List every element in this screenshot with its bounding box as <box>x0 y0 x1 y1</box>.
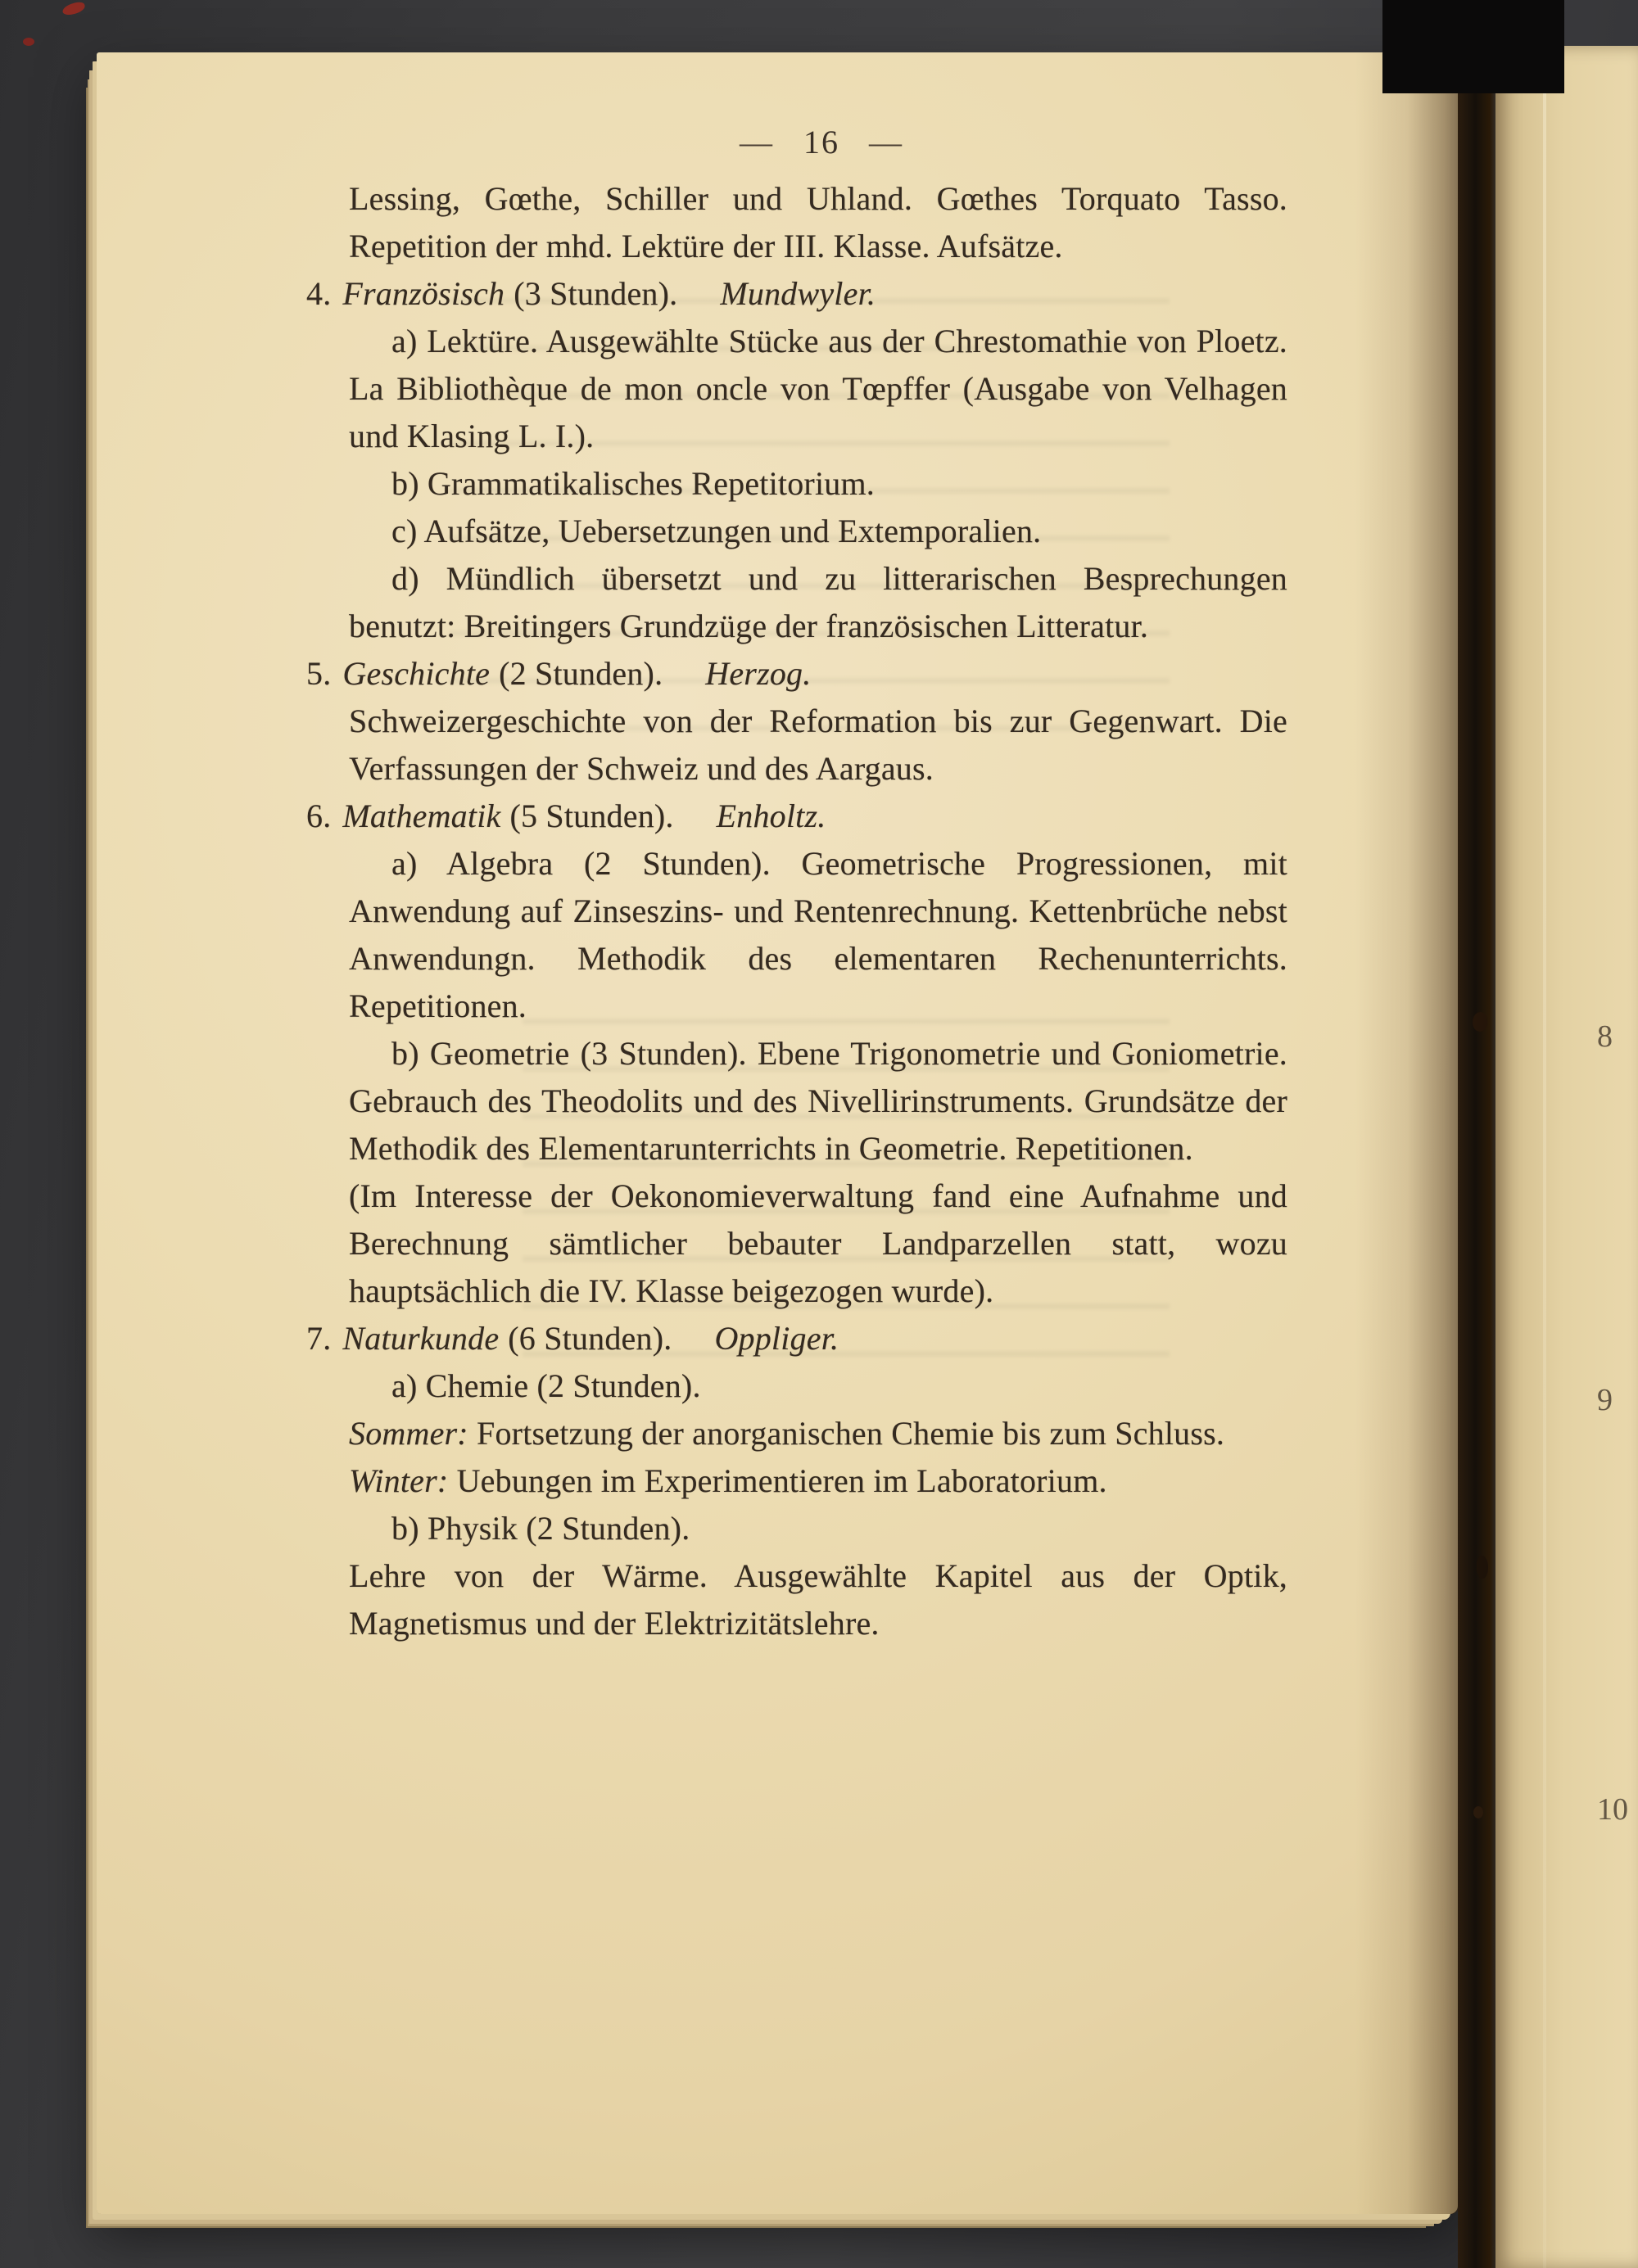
section-title: Geschichte <box>342 655 491 692</box>
paragraph: Schweizergeschichte von der Reformation bis zur Gegenwart. Die Verfassungen der Schweiz und des Aargaus. <box>349 703 1287 787</box>
section-teacher: Enholtz. <box>716 797 826 834</box>
section-number: 5. <box>306 655 332 692</box>
book-page <box>97 52 1458 2214</box>
facing-page-section-number: 8 <box>1597 1019 1613 1054</box>
section-title: Naturkunde <box>342 1320 500 1357</box>
facing-page-section-number: 10 <box>1597 1792 1628 1827</box>
paragraph: a) Lektüre. Ausgewählte Stücke aus der Chrestomathie von Ploetz. La Bibliothèque de mon oncle von Tœpffer (Ausgabe von Velhagen und Klasing L. I.). <box>349 323 1287 454</box>
page-text-block <box>306 175 1287 1647</box>
page-number-value: 16 <box>803 124 839 160</box>
page-number-dash: — <box>740 124 774 160</box>
section-teacher: Herzog. <box>705 655 812 692</box>
section-number: 4. <box>306 275 332 312</box>
section-number: 7. <box>306 1320 332 1357</box>
red-ink-speck <box>61 1 86 16</box>
section-naturkunde <box>306 1315 1287 1647</box>
page-number-dash: — <box>869 124 903 160</box>
season-text: Fortsetzung der anorganischen Chemie bis zum Schluss. <box>477 1415 1225 1452</box>
season-label: Winter: <box>349 1462 449 1499</box>
section-teacher: Mundwyler. <box>720 275 876 312</box>
paragraph: a) Algebra (2 Stunden). Geometrische Progressionen, mit Anwendung auf Zinseszins- und Rentenrechnung. Kettenbrüche nebst Anwendungn. Methodik des elementaren Rechenunterrichts. Repetitionen. <box>349 845 1287 1024</box>
season-label: Sommer: <box>349 1415 468 1452</box>
paragraph-winter <box>349 1457 1287 1505</box>
section-title: Französisch <box>342 275 505 312</box>
paragraph: c) Aufsätze, Uebersetzungen und Extemporalien. <box>391 513 1042 549</box>
page-number <box>352 123 1291 161</box>
section-franzoesisch <box>306 270 1287 650</box>
section-number: 6. <box>306 797 332 834</box>
spine-dark-block <box>1382 0 1564 93</box>
paragraph-intro: Lessing, Gœthe, Schiller und Uhland. Gœthes Torquato Tasso. Repetition der mhd. Lektüre der III. Klasse. Aufsätze. <box>349 180 1287 264</box>
paragraph: b) Geometrie (3 Stunden). Ebene Trigonometrie und Goniometrie. Gebrauch des Theodolits und des Nivellirinstruments. Grundsätze der Methodik des Elementarunterrichts in Geometrie. Repetitionen. <box>349 1035 1287 1167</box>
red-ink-speck <box>23 38 34 46</box>
facing-page-edge <box>1495 46 1638 2268</box>
section-geschichte <box>306 650 1287 793</box>
paragraph: d) Mündlich übersetzt und zu litterarischen Besprechungen benutzt: Breitingers Grundzüge der französischen Litteratur. <box>349 560 1287 644</box>
section-heading <box>306 793 1287 840</box>
section-teacher: Oppliger. <box>714 1320 839 1357</box>
paragraph: a) Chemie (2 Stunden). <box>391 1367 701 1404</box>
paragraph: b) Grammatikalisches Repetitorium. <box>391 465 875 502</box>
section-hours: (6 Stunden). <box>508 1320 672 1357</box>
section-hours: (3 Stunden). <box>514 275 678 312</box>
section-title: Mathematik <box>342 797 501 834</box>
paragraph: b) Physik (2 Stunden). <box>391 1510 690 1547</box>
paragraph: (Im Interesse der Oekonomieverwaltung fand eine Aufnahme und Berechnung sämtlicher bebauter Landparzellen statt, wozu hauptsächlich die IV. Klasse beigezogen wurde). <box>349 1177 1287 1309</box>
book-gutter-crease <box>1458 0 1497 2268</box>
paragraph: Lehre von der Wärme. Ausgewählte Kapitel aus der Optik, Magnetismus und der Elektrizitätslehre. <box>349 1557 1287 1642</box>
section-mathematik <box>306 793 1287 1315</box>
paragraph-sommer <box>349 1410 1287 1457</box>
section-hours: (2 Stunden). <box>499 655 663 692</box>
section-heading <box>306 1315 1287 1362</box>
section-hours: (5 Stunden). <box>509 797 674 834</box>
season-text: Uebungen im Experimentieren im Laboratorium. <box>456 1462 1107 1499</box>
facing-page-section-number: 9 <box>1597 1383 1613 1417</box>
section-heading <box>306 650 1287 698</box>
section-heading <box>306 270 1287 318</box>
